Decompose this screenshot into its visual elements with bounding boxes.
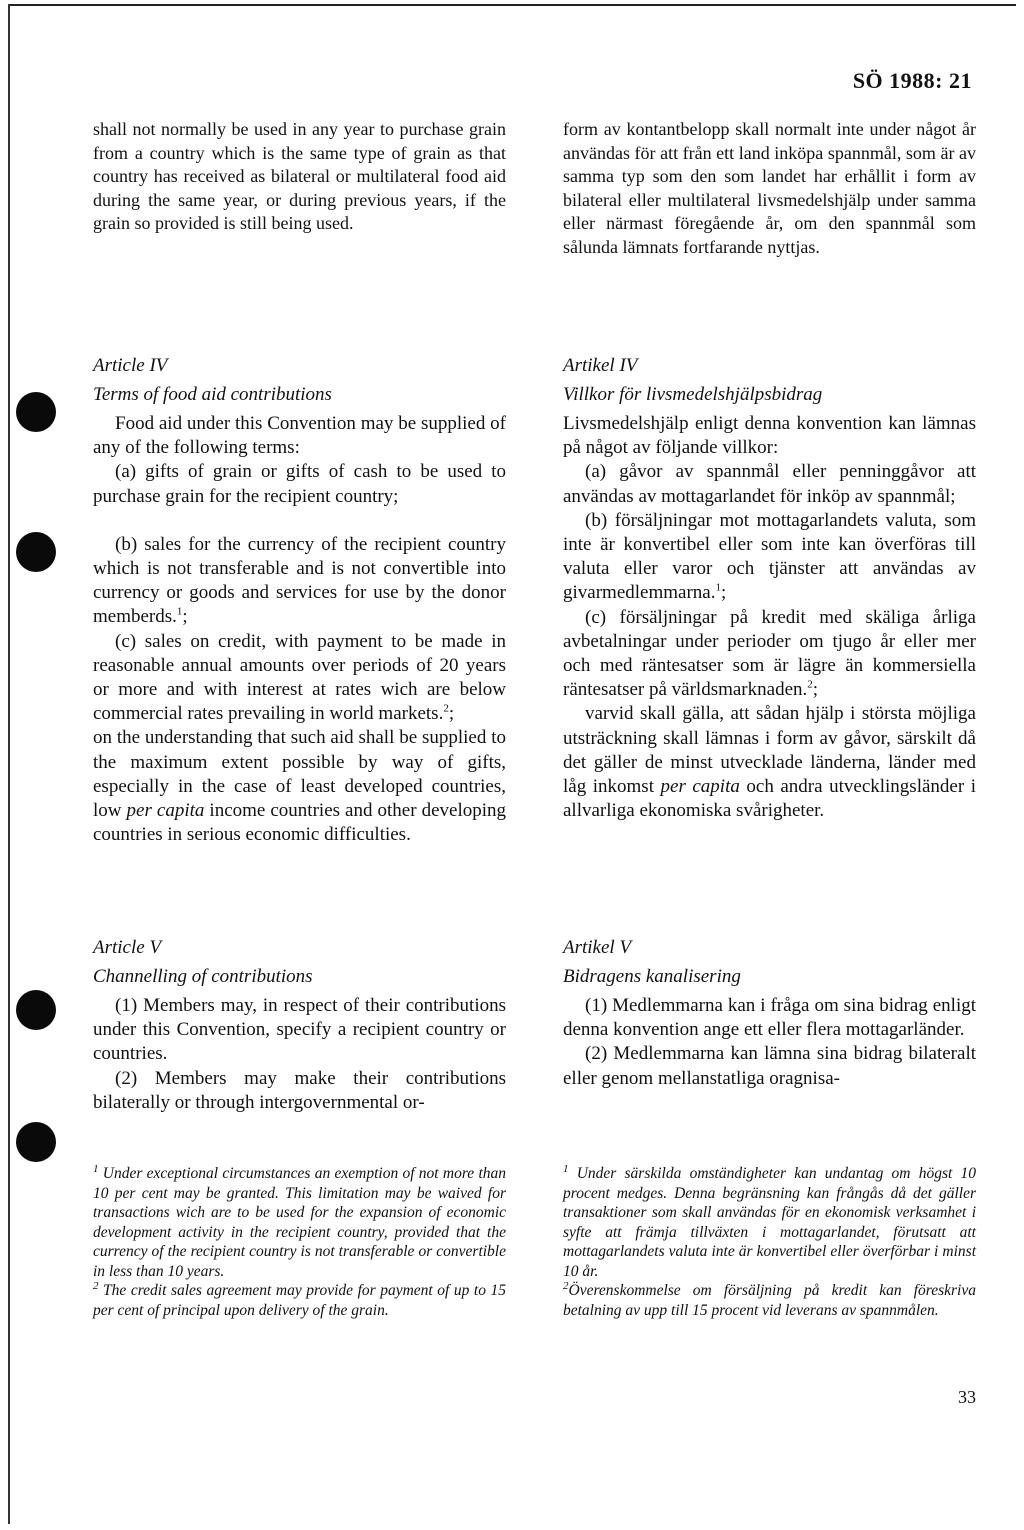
english-footnote-1-mark: 1 xyxy=(93,1162,99,1175)
english-item-a: (a) gifts of grain or gifts of cash to be used to purchase grain for the recipient country; xyxy=(93,461,506,507)
english-article-4-heading: Article IV xyxy=(93,355,168,376)
swedish-understanding-paragraph xyxy=(563,702,976,823)
english-footnote-2-text: The credit sales agreement may provide for payment of up to 15 per cent of principal upon delivery of the grain. xyxy=(93,1282,507,1319)
page-number: 33 xyxy=(958,1387,976,1407)
swedish-footnote-ref-1: 1 xyxy=(715,582,721,595)
punch-hole-1 xyxy=(16,392,56,432)
english-footnotes xyxy=(93,1164,506,1320)
swedish-item-b xyxy=(563,509,976,606)
swedish-article-4-intro: Livsmedelshjälp enligt denna konvention kan lämnas på något av följande villkor: xyxy=(563,413,976,459)
swedish-footnote-2-mark: 2 xyxy=(563,1279,569,1292)
swedish-article-5-para-1: (1) Medlemmarna kan i fråga om sina bidrag enligt denna konvention ange ett eller flera mottagarländer. xyxy=(563,995,976,1041)
swedish-article-5-heading: Artikel V xyxy=(563,937,632,958)
swedish-article-5-para-2: (2) Medlemmarna kan lämna sina bidrag bilateralt eller genom mellanstatliga oragnisa- xyxy=(563,1043,976,1089)
english-footnote-ref-1: 1 xyxy=(176,606,183,619)
swedish-footnote-1 xyxy=(563,1164,976,1281)
english-item-c-end: ; xyxy=(448,703,455,725)
english-footnote-1-text: Under exceptional circumstances an exemption of not more than 10 per cent may be granted. This limitation may be waived for transactions wich are to be used for the expansion of economic development activity in the recipient country, provided that the currency of the recipient country is not transferable or convertible in less than 10 years. xyxy=(93,1165,506,1280)
punch-hole-3 xyxy=(16,990,56,1030)
swedish-item-b-text: (b) försäljningar mot mottagarlandets valuta, som inte är konvertibel eller som inte kan överföras till valuta eller varor och tjänster att användas av givarmedlemmarna. xyxy=(563,509,976,604)
swedish-understanding-pre: varvid skall gälla, att sådan hjälp i största möjliga utsträckning skall lämnas i form av gåvor, särskilt då det gäller de minst utvecklade länderna, länder med låg inkomst xyxy=(563,703,976,798)
english-footnote-ref-2: 2 xyxy=(443,702,449,715)
english-article-5-subheading: Channelling of contributions xyxy=(93,966,313,987)
english-article-5-body xyxy=(93,994,506,1115)
swedish-footnotes xyxy=(563,1164,976,1320)
english-footnote-2 xyxy=(93,1281,506,1320)
english-item-c-text: (c) sales on credit, with payment to be made in reasonable annual amounts over periods of 20 years or more and with interest at rates wich are below commercial rates prevailing in world markets. xyxy=(93,630,506,725)
english-item-b-end: ; xyxy=(182,606,188,628)
english-understanding-paragraph xyxy=(93,726,506,847)
swedish-article-5-body xyxy=(563,994,976,1091)
english-per-capita: per capita xyxy=(126,800,205,822)
swedish-article-5-subheading: Bidragens kanalisering xyxy=(563,966,741,987)
english-item-c xyxy=(93,630,506,727)
swedish-intro-paragraph: form av kontantbelopp skall normalt inte under något år användas för att från ett land inköpa spannmål, som är av samma typ som den som landet har erhållit i form av bilateral eller multilateral livsmedelshjälp under samma eller närmast föregående år, om den spannmål som sålunda lämnats fortfarande nyttjas. xyxy=(563,119,976,257)
swedish-item-c-end: ; xyxy=(812,679,819,701)
swedish-footnote-2 xyxy=(563,1281,976,1320)
english-item-b xyxy=(93,533,506,630)
swedish-item-c xyxy=(563,606,976,703)
swedish-footnote-ref-2: 2 xyxy=(807,678,813,691)
english-footnote-2-mark: 2 xyxy=(93,1279,99,1292)
english-footnote-1 xyxy=(93,1164,506,1281)
swedish-understanding-post: och andra utvecklingsländer i allvarliga ekonomiska svårigheter. xyxy=(563,776,976,822)
swedish-item-b-end: ; xyxy=(720,582,727,604)
punch-hole-2 xyxy=(16,532,56,572)
english-article-4-body xyxy=(93,412,506,847)
swedish-article-4-subheading: Villkor för livsmedelshjälpsbidrag xyxy=(563,384,823,405)
left-border-line xyxy=(8,4,10,1524)
english-article-5-para-1: (1) Members may, in respect of their contributions under this Convention, specify a recipient country or countries. xyxy=(93,995,506,1065)
swedish-article-4-body xyxy=(563,412,976,823)
english-article-4-intro: Food aid under this Convention may be supplied of any of the following terms: xyxy=(93,413,506,459)
swedish-article-4-heading: Artikel IV xyxy=(563,355,638,376)
swedish-footnote-1-mark: 1 xyxy=(563,1162,569,1175)
swedish-footnote-1-text: Under särskilda omständigheter kan undantag om högst 10 procent medges. Denna begränsning kan frångås då det gäller transaktioner som skall användas för en ekonomisk verksamhet i syfte att främja tillväxten i mottagarlandet, förutsatt att mottagarlandets valuta inte är konvertibel eller överförbar i minst 10 år. xyxy=(563,1165,977,1280)
top-border-line xyxy=(8,4,1016,6)
punch-hole-4 xyxy=(16,1122,56,1162)
english-article-4-subheading: Terms of food aid contributions xyxy=(93,384,332,405)
swedish-item-c-text: (c) försäljningar på kredit med skäliga årliga avbetalningar under perioder om tjugo år eller mer och med räntesatser som är lägre än kommersiella räntesatser på världsmarknaden. xyxy=(563,606,976,701)
english-intro-paragraph: shall not normally be used in any year to purchase grain from a country which is the same type of grain as that country has received as bilateral or multilateral food aid during the same year, or during previous years, if the grain so provided is still being used. xyxy=(93,119,506,234)
english-article-5-para-2: (2) Members may make their contributions bilaterally or through intergovernmental or- xyxy=(93,1067,506,1113)
english-understanding-pre: on the understanding that such aid shall be supplied to the maximum extent possible by way of gifts, especially in the case of least developed countries, low xyxy=(93,727,506,822)
document-reference: SÖ 1988: 21 xyxy=(852,68,972,93)
english-article-5-heading: Article V xyxy=(93,937,162,958)
english-item-b-text: (b) sales for the currency of the recipient country which is not transferable and is not convertible into currency or goods and services for use by the donor memberds. xyxy=(93,533,506,628)
swedish-item-a: (a) gåvor av spannmål eller penninggåvor att användas av mottagarlandet för inköp av spannmål; xyxy=(563,461,976,507)
swedish-per-capita: per capita xyxy=(660,776,740,798)
english-understanding-post: income countries and other developing countries in serious economic difficulties. xyxy=(93,800,507,846)
swedish-footnote-2-text: Överenskommelse om försäljning på kredit kan föreskriva betalning av upp till 15 procent vid leverans av spannmålen. xyxy=(563,1282,976,1319)
